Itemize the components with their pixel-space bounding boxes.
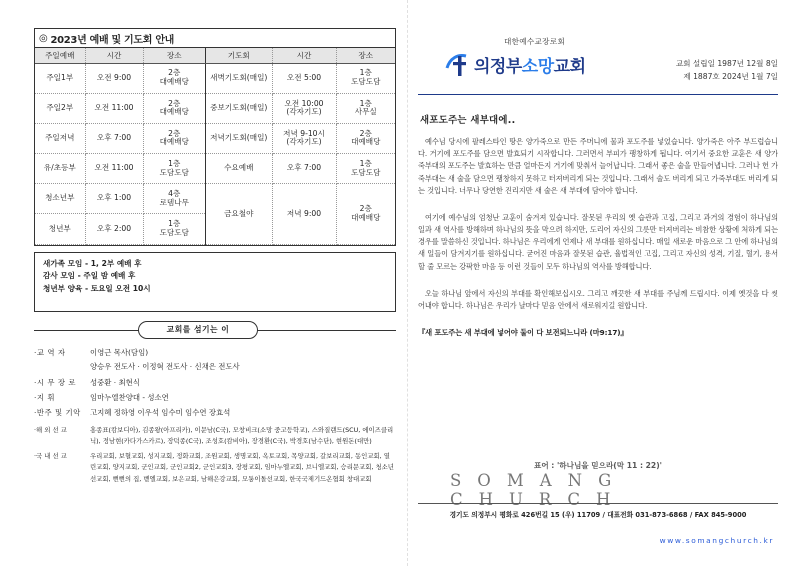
service-time: 오전 11:00 xyxy=(85,154,143,184)
gathering-item: 새가족 모임 - 1, 2부 예배 후 xyxy=(43,258,142,268)
gatherings-box xyxy=(34,252,396,312)
place-floor: 1층 xyxy=(359,68,372,78)
col-header: 주일예배 xyxy=(35,48,85,63)
time-main: 저녁 9-10시 xyxy=(283,128,325,138)
schedule-row xyxy=(35,123,206,153)
prayer-meeting-table xyxy=(206,48,395,245)
staff-row xyxy=(34,392,396,404)
col-header: 장소 xyxy=(336,48,395,63)
service-time: 오전 9:00 xyxy=(85,63,143,93)
time-main: 오전 10:00 xyxy=(284,98,324,108)
place-room: 도담도담 xyxy=(351,77,381,87)
service-place xyxy=(143,63,206,93)
scripture-verse: 『새 포도주는 새 부대에 넣어야 둘이 다 보전되느니라 (마9:17)』 xyxy=(418,328,628,338)
service-time: 오전 11:00 xyxy=(85,93,143,123)
masthead xyxy=(418,28,778,94)
place-room: 로뎀나무 xyxy=(159,197,189,207)
left-page xyxy=(34,28,396,489)
col-header: 기도회 xyxy=(206,48,272,63)
place-floor: 1층 xyxy=(359,98,372,108)
place-floor: 1층 xyxy=(168,158,181,168)
service-place xyxy=(143,154,206,184)
place-floor: 2층 xyxy=(168,68,181,78)
meeting-name: 중보기도회(매일) xyxy=(206,93,272,123)
time-note: (각자기도) xyxy=(286,137,322,147)
target-icon: ◎ xyxy=(39,32,48,44)
meeting-place xyxy=(336,63,395,93)
schedule-row xyxy=(206,63,395,93)
church-motto: 표어 : '하나님을 믿으라(막 11 : 22)' xyxy=(533,461,663,470)
col-header: 시간 xyxy=(272,48,336,63)
place-room: 대예배당 xyxy=(159,77,189,87)
col-header: 장소 xyxy=(143,48,206,63)
servants-title: 교회를 섬기는 이 xyxy=(138,321,258,339)
staff-value: 양승우 전도사 · 이정혁 전도사 · 신채은 전도사 xyxy=(90,362,240,372)
gathering-item: 청년부 양육 - 토요일 오전 10시 xyxy=(43,283,151,293)
meeting-place xyxy=(336,123,395,153)
staff-value: 임마누엘찬양대 - 성소연 xyxy=(90,393,169,403)
meeting-time xyxy=(272,184,336,244)
cross-logo-icon xyxy=(444,50,472,78)
staff-label: ·교 역 자 xyxy=(34,347,66,357)
mission-value: 홍종표(캄보디아), 김종왕(아프리카), 이문남(C국), 모창비크(소망 중고등학교), 스와질랜드(SCU, 에이즈클리닉), 정남현(카다가스카르), 장덕종(C국), 조성호(캄비아), 장경환(C국), 박경호(남수단), 현원돈(대만) xyxy=(90,425,394,446)
service-name: 유/초등부 xyxy=(35,154,85,184)
church-name-suffix: 교회 xyxy=(553,56,586,77)
founded-date: 교회 설립일 1987년 12월 8일 xyxy=(675,59,778,68)
schedule-row xyxy=(35,184,206,214)
staff-value: 성중환 · 최현식 xyxy=(90,378,140,388)
meeting-name: 새벽기도회(매일) xyxy=(206,63,272,93)
issue-number: 제 1887호 2024년 1월 7일 xyxy=(683,71,778,81)
service-place xyxy=(143,214,206,244)
service-name: 청소년부 xyxy=(35,184,85,214)
article-title: 새포도주는 새부대에.. xyxy=(420,115,516,126)
staff-row xyxy=(34,407,396,419)
col-header: 시간 xyxy=(85,48,143,63)
place-floor: 4층 xyxy=(168,189,181,199)
staff-value: 이영근 목사(담임) xyxy=(90,347,149,357)
denomination: 대한예수교장로회 xyxy=(504,37,566,46)
church-logo xyxy=(444,50,586,78)
meeting-time xyxy=(272,93,336,123)
meeting-name: 수요예배 xyxy=(206,154,272,184)
place-floor: 2층 xyxy=(359,128,372,138)
staff-label: ·지 휘 xyxy=(34,393,55,403)
place-floor: 2층 xyxy=(168,98,181,108)
staff-label: ·반주 및 기악 xyxy=(34,408,81,418)
service-name: 주일2부 xyxy=(35,93,85,123)
mission-label: ·국 내 선 교 xyxy=(34,452,67,461)
article-paragraph: 여기에 예수님의 엄청난 교훈이 숨겨져 있습니다. 잘못된 우리의 옛 습관과 고집, 그리고 과거의 경험이 하나님의 일과 새 역사를 방해하며 하나님의 뜻을 막으려 하지만, 도리어 자신의 그릇만 터져버리는 비참한 상황에 처하게 되는 경우를 말씀하신 것입니다. 하나님은 우리에게 언제나 새 부대를 원하십니다. 매일 새로운 마음으로 그 안에 하나님의 새 일들이 담겨지기를 원하십니다. 굳어진 마음과 잘못된 습관, 율법적인 고집, 그리고 자신의 성격, 기질, 혈기, 용서할 줄 모르는 강팍한 마음 등 이런 것들이 모두 하나님의 역사를 방해합니다. xyxy=(418,212,778,271)
service-name: 청년부 xyxy=(35,214,85,244)
mission-row xyxy=(34,451,396,485)
website-link[interactable]: www.somangchurch.kr xyxy=(659,536,774,545)
meeting-name: 저녁기도회(매일) xyxy=(206,123,272,153)
service-place xyxy=(143,184,206,214)
mission-value: 우리교회, 보혈교회, 성지교회, 정화교회, 조원교회, 생명교회, 옥토교회, 목양교회, 갈보리교회, 동인교회, 열린교회, 양지교회, 군인교회, 군인교회2, 군인교회3, 장평교회, 임마누엘교회, 브니엘교회, 승리문교회, 청소년선교회, 뻔뻔의 집, 벧엘교회, 보은교회, 남해은강교회, 모퉁이돌선교회, 한국국제기드온협회 창대교회 xyxy=(90,452,394,483)
issue-meta xyxy=(676,58,778,84)
time-note: (각자기도) xyxy=(286,107,322,117)
place-room: 도담도담 xyxy=(159,167,189,177)
schedule-row xyxy=(206,123,395,153)
place-room: 대예배당 xyxy=(159,137,189,147)
schedule-row xyxy=(35,154,206,184)
church-english-name: SOMANG CHURCH xyxy=(450,471,628,509)
place-room: 사무실 xyxy=(354,107,377,117)
meeting-time xyxy=(272,154,336,184)
meeting-time xyxy=(272,123,336,153)
schedule-row xyxy=(35,93,206,123)
place-floor: 1층 xyxy=(168,219,181,229)
service-place xyxy=(143,123,206,153)
schedule-tables xyxy=(34,48,396,246)
schedule-row xyxy=(206,184,395,244)
place-room: 대예배당 xyxy=(351,137,381,147)
schedule-row xyxy=(206,154,395,184)
staff-value: 고지혜 정하영 이우석 임수미 임수연 장효석 xyxy=(90,408,231,418)
time-main: 저녁 9:00 xyxy=(286,208,322,218)
missions-list xyxy=(34,425,396,485)
mission-row xyxy=(34,425,396,447)
article-paragraph: 오늘 하나님 앞에서 자신의 부대를 확인해보십시오. 그리고 깨끗한 새 부대를 주님께 드립시다. 이제 옛것을 다 씻어내야 합니다. 하나님은 우리가 날마다 믿음 안에서 새로워지길 원합니다. xyxy=(418,288,778,310)
service-name: 주일저녁 xyxy=(35,123,85,153)
service-name: 주일1부 xyxy=(35,63,85,93)
staff-row xyxy=(34,347,396,359)
place-floor: 2층 xyxy=(359,204,372,214)
service-time: 오후 1:00 xyxy=(85,184,143,214)
schedule-row xyxy=(35,63,206,93)
church-name-highlight: 소망 xyxy=(521,56,554,77)
article-body xyxy=(418,136,778,339)
meeting-time xyxy=(272,63,336,93)
mission-label: ·해 외 선 교 xyxy=(34,425,67,434)
service-time: 오후 7:00 xyxy=(85,123,143,153)
time-main: 오전 5:00 xyxy=(286,72,322,82)
sunday-worship-table xyxy=(35,48,206,245)
servants-header xyxy=(34,321,396,339)
meeting-place xyxy=(336,93,395,123)
staff-row xyxy=(34,377,396,389)
church-name: 의정부 xyxy=(474,56,522,77)
service-time: 오후 2:00 xyxy=(85,214,143,244)
place-room: 도담도담 xyxy=(159,228,189,238)
schedule-row xyxy=(35,214,206,244)
staff-label: ·시 무 장 로 xyxy=(34,378,76,388)
place-floor: 2층 xyxy=(168,128,181,138)
place-room: 대예배당 xyxy=(351,212,381,222)
masthead-rule xyxy=(418,94,778,95)
meeting-name: 금요철야 xyxy=(206,184,272,244)
staff-list xyxy=(34,347,396,419)
place-room: 도담도담 xyxy=(351,167,381,177)
church-address: 경기도 의정부시 평화로 426번길 15 (우) 11709 / 대표전화 031-873-6868 / FAX 845-9000 xyxy=(418,503,778,519)
article-paragraph: 예수님 당시에 팔레스타인 땅은 양가죽으로 만든 주머니에 물과 포도주를 넣었습니다. 양가죽은 아주 부드럽습니다. 거기에 포도주를 담으면 발효되기 시작합니다. 그러면서 부피가 팽창하게 됩니다. 여기서 중요한 교훈은 새 양가죽부대의 포도주는 발효하는 만큼 얼마든지 거기에 맞춰서 늘어납니다. 그래서 좋은 술을 만들어냅니다. 그러나 헌 가죽부대는 새 술을 담으면 팽창하지 못하고 터져버리게 되는 것입니다. 그래서 술도 버리게 되고 가죽부대도 버리게 되는 것입니다. 너무나 당연한 진리지만 새 술은 새 부대에 담아야 합니다. xyxy=(418,137,778,195)
page-fold xyxy=(407,0,408,566)
meeting-place xyxy=(336,154,395,184)
time-main: 오후 7:00 xyxy=(286,163,322,173)
schedule-row xyxy=(206,93,395,123)
right-page xyxy=(418,28,778,545)
place-floor: 1층 xyxy=(359,158,372,168)
gathering-item: 감사 모임 - 주일 밤 예배 후 xyxy=(43,271,136,281)
service-place xyxy=(143,93,206,123)
schedule-title: ◎ 2023년 예배 및 기도회 안내 xyxy=(34,28,396,48)
place-room: 대예배당 xyxy=(159,107,189,117)
meeting-place xyxy=(336,184,395,244)
